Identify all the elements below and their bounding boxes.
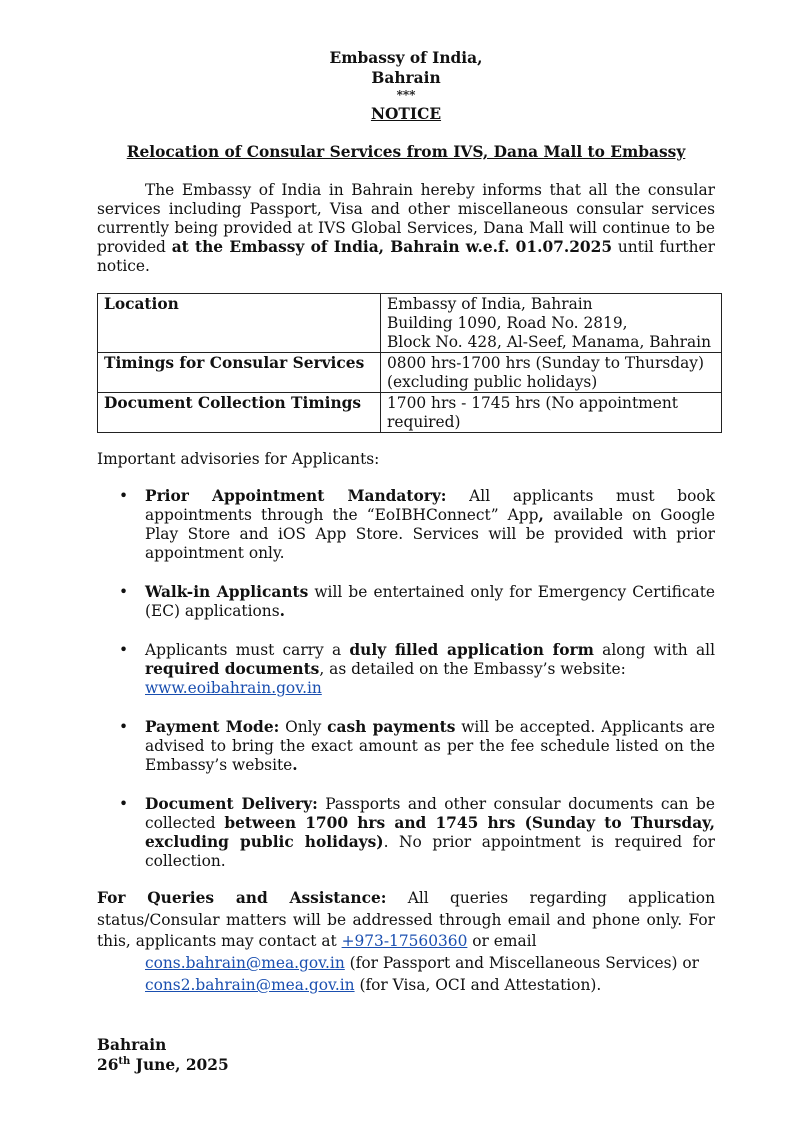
advisory-text: along with all [593,641,715,659]
bullet-icon: • [119,795,129,813]
phone-link[interactable]: +973-17560360 [341,932,468,950]
advisory-bold: . [292,756,298,774]
email-line-2 [145,975,715,997]
value-line: Block No. 428, Al-Seef, Manama, Bahrain [387,333,712,351]
advisory-text: , as detailed on the Embassy’s website: [319,660,626,678]
notice-heading: NOTICE [370,105,442,123]
email-line-1 [145,953,715,975]
date-day: 26 [97,1056,119,1074]
bullet-icon: • [119,641,129,659]
queries-text: or email [467,932,537,950]
advisory-text: . No prior appointment is required for collection. [145,833,715,870]
signoff-date [97,1055,229,1075]
advisory-bold: , [538,506,544,524]
intro-paragraph [97,181,715,276]
list-item [97,641,715,698]
value-line: required) [387,413,461,431]
table-row [98,294,722,353]
date-suffix: th [118,1055,131,1067]
intro-bold: at the Embassy of India, Bahrain w.e.f. 01.07.2025 [171,238,613,256]
list-item [97,487,715,563]
advisory-text: Passports and other consular documents can be collected [145,795,715,832]
bullet-icon: • [119,487,129,505]
value-line: Building 1090, Road No. 2819, [387,314,628,332]
advisory-text: will be entertained only for Emergency Certificate (EC) applications [145,583,715,620]
advisory-bold: duly filled application form [349,641,594,659]
website-link[interactable]: www.eoibahrain.gov.in [145,679,322,697]
queries-paragraph [97,888,715,953]
row-value [381,393,722,433]
advisory-bold: required documents [145,660,320,678]
queries-heading: For Queries and Assistance: [97,889,387,907]
table-row [98,353,722,393]
services-info-table [97,293,722,433]
advisory-heading: Prior Appointment Mandatory: [145,487,447,505]
advisory-heading: Walk-in Applicants [145,583,309,601]
advisories-title: Important advisories for Applicants: [97,450,380,468]
advisory-text: Applicants must carry a [145,641,350,659]
advisory-text: Only [279,718,328,736]
signoff [97,1035,229,1075]
advisory-heading: Payment Mode: [145,718,280,736]
intro-tail: until further notice. [97,238,715,275]
queries-text: All queries regarding application status/Consular matters will be addressed through email and phone only. For this, applicants may contact at [97,889,715,950]
signoff-place: Bahrain [97,1036,167,1054]
advisory-text: will be accepted. Applicants are advised to bring the exact amount as per the fee schedule listed on the Embassy’s website [145,718,715,774]
row-value [381,353,722,393]
row-label: Location [98,294,381,353]
row-label: Timings for Consular Services [98,353,381,393]
letterhead [0,48,800,124]
date-month-year: June, 2025 [130,1056,229,1074]
email-link-consular[interactable]: cons.bahrain@mea.gov.in [145,954,345,972]
advisory-bold: cash payments [327,718,456,736]
email-note: (for Visa, OCI and Attestation). [354,976,602,994]
list-item [97,795,715,871]
advisory-bold: . [279,602,285,620]
list-item [97,718,715,775]
notice-subject: Relocation of Consular Services from IVS, Dana Mall to Embassy [126,143,686,161]
email-note: (for Passport and Miscellaneous Services) or [344,954,699,972]
value-line: 0800 hrs-1700 hrs (Sunday to Thursday) [387,354,704,372]
bullet-icon: • [119,583,129,601]
list-item [97,583,715,621]
embassy-name: Embassy of India, [329,49,483,67]
separator-stars: *** [396,88,416,102]
embassy-location: Bahrain [371,69,441,87]
row-value [381,294,722,353]
intro-text: The Embassy of India in Bahrain hereby informs that all the consular services including Passport, Visa and other miscellaneous consular services currently being provided at IVS Global Services, Dana Mall will continue to be provided [97,181,715,256]
bullet-icon: • [119,718,129,736]
value-line: Embassy of India, Bahrain [387,295,593,313]
advisory-bold: between 1700 hrs and 1745 hrs (Sunday to Thursday, excluding public holidays) [145,814,715,851]
advisory-text: All applicants must book appointments through the “EoIBHConnect” App [145,487,715,524]
advisories-list [97,487,715,891]
advisory-heading: Document Delivery: [145,795,318,813]
row-label: Document Collection Timings [98,393,381,433]
table-row [98,393,722,433]
value-line: 1700 hrs - 1745 hrs (No appointment [387,394,678,412]
advisory-text: available on Google Play Store and iOS App Store. Services will be provided with prior appointment only. [145,506,716,562]
email-link-visa[interactable]: cons2.bahrain@mea.gov.in [145,976,355,994]
value-line: (excluding public holidays) [387,373,598,391]
